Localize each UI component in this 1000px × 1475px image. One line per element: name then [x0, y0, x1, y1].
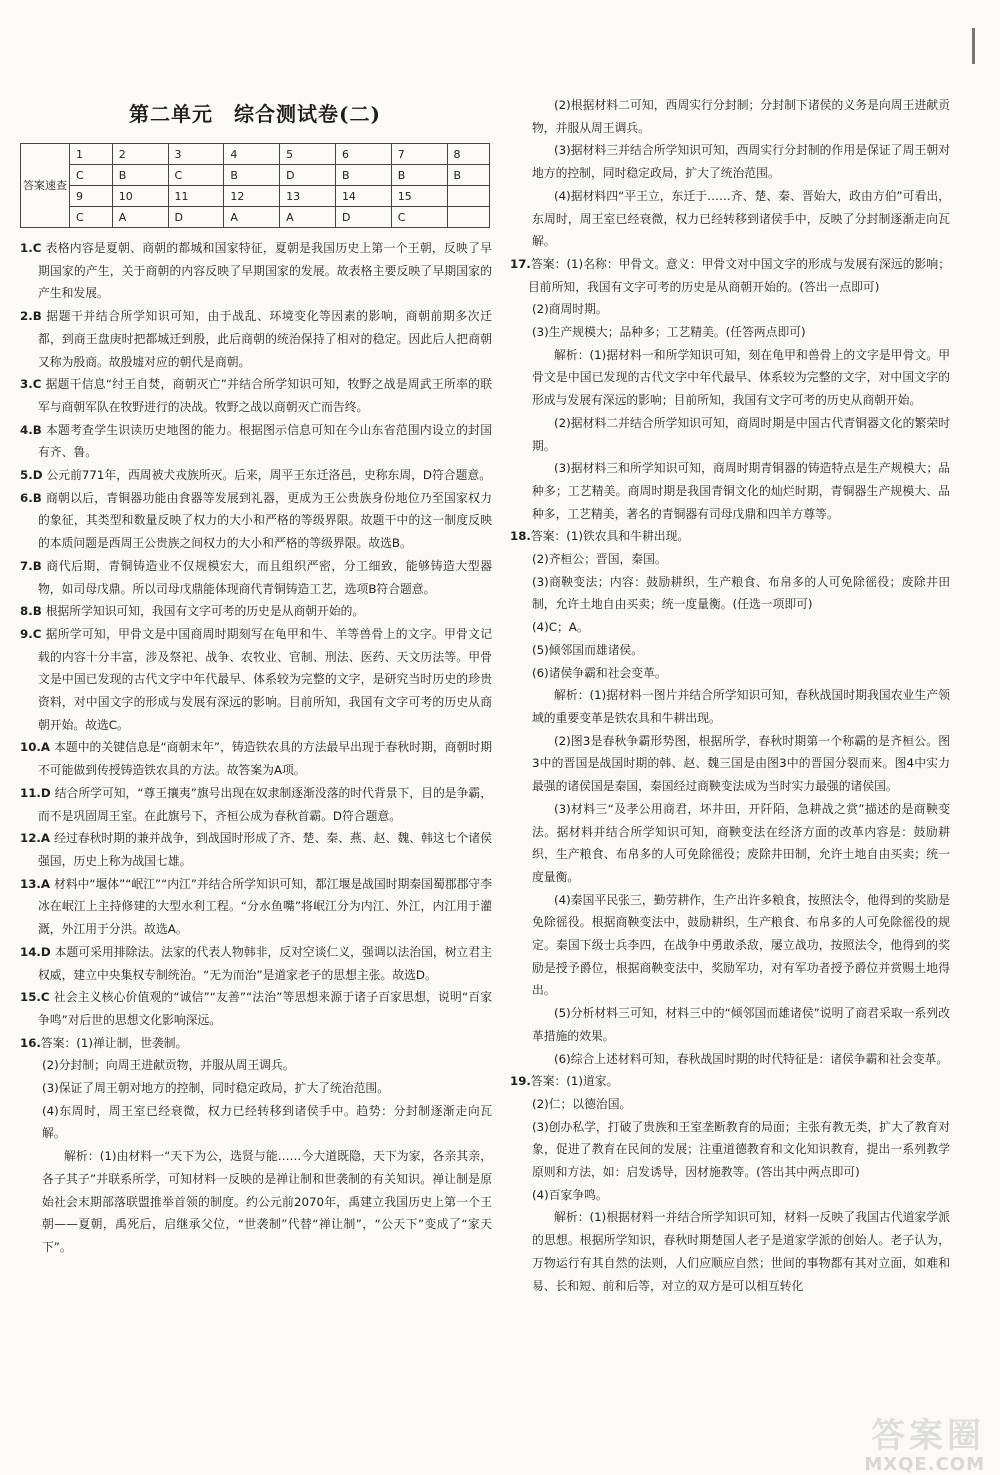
answer-text: (3)据材料三和所学知识可知，商周时期青铜器的铸造特点是生产规模大；品种多；工艺精美。商周时期是我国青铜文化的灿烂时期，青铜器生产规模大、品种多，工艺精美，著名的青铜器有司母戊鼎和四羊方尊等。: [532, 461, 950, 521]
answer-paragraph: [20, 782, 492, 827]
question-number: 6: [335, 144, 391, 165]
answer-cell: B: [391, 165, 447, 186]
answer-paragraph: [510, 457, 950, 525]
answer-text: (3)商鞅变法；内容：鼓励耕织，生产粮食、布帛多的人可免除徭役；废除井田制，允许土地自由买卖；统一度量衡。(任选一项即可): [532, 574, 950, 612]
answer-paragraph: [510, 571, 950, 616]
question-number: 14.: [20, 944, 41, 959]
answer-text: 解析：(1)据材料一图片并结合所学知识可知，春秋战国时期我国农业生产领域的重要变革是铁农具和牛耕出现。: [532, 688, 950, 725]
answer-paragraph: [510, 1184, 950, 1207]
answer-text: 答案：(1)禅让制，世袭制。: [40, 1035, 188, 1050]
answer-paragraph: [20, 1054, 492, 1077]
question-number: 9: [70, 186, 113, 207]
answer-cell: D: [335, 207, 391, 228]
answer-paragraph: [510, 662, 950, 685]
answer-paragraph: [510, 889, 950, 1003]
answer-option: D: [32, 468, 43, 483]
answer-cell: A: [224, 207, 280, 228]
answer-paragraph: [510, 639, 950, 662]
answer-paragraph: [510, 139, 950, 184]
answer-text: (4)东周时，周王室已经衰微，权力已经转移到诸侯手中。趋势：分封制逐渐走向瓦解。: [42, 1103, 492, 1141]
answer-option: C: [32, 626, 42, 641]
answer-text: 商代后期，青铜铸造业不仅规模宏大，而且组织严密，分工细致，能够铸造大型器物，如司母戊鼎。所以司母戊鼎能体现商代青铜铸造工艺，选项B符合题意。: [38, 558, 492, 596]
question-number: 10.: [20, 740, 41, 755]
table-row: [21, 186, 490, 207]
question-number: 10: [112, 186, 168, 207]
answer-paragraph: [20, 1145, 492, 1259]
answer-cell: B: [224, 165, 280, 186]
answer-cell: C: [70, 165, 113, 186]
answer-paragraph: [510, 525, 950, 548]
answer-text: (2)据材料二并结合所学知识可知，商周时期是中国古代青铜器文化的繁荣时期。: [532, 415, 950, 453]
answer-text: 材料中“堰体”“岷江”“内江”并结合所学知识可知，都江堰是战国时期秦国蜀郡郡守李冰在岷江上主持修建的大型水利工程。“分水鱼嘴”将岷江分为内江、外江，内江用于灌溉，外江用于分洪。故选A。: [38, 876, 492, 937]
question-number: [447, 186, 489, 207]
answer-paragraph: [510, 321, 950, 344]
answer-cell: D: [168, 207, 224, 228]
answer-text: (4)百家争鸣。: [532, 1187, 608, 1202]
answer-text: (3)生产规模大；品种多；工艺精美。(任答两点即可): [532, 325, 806, 340]
answer-paragraph: [510, 1093, 950, 1116]
answer-paragraph: [20, 237, 492, 305]
answer-paragraph: [510, 1206, 950, 1297]
answer-text: 据所学可知，甲骨文是中国商周时期刻写在龟甲和牛、羊等兽骨上的文字。甲骨文记载的内容十分丰富，涉及祭祀、战争、农牧业、官制、刑法、医药、天文历法等。甲骨文是中国已发现的古代文字中年代最早、体系较为完整的文字，是研究当时历史的珍贵资料，对中国文字的形成与发展有深远的影响。目前所知，我国有文字可考的历史从商朝开始。故选C。: [38, 626, 492, 732]
answer-text: (2)仁；以德治国。: [532, 1096, 632, 1111]
answer-paragraph: [510, 185, 950, 253]
question-number: 11.: [20, 785, 41, 800]
answer-cell: A: [112, 207, 168, 228]
answer-cell: B: [335, 165, 391, 186]
answer-option: A: [40, 831, 51, 846]
answer-paragraph: [510, 298, 950, 321]
answer-option: A: [40, 740, 51, 755]
answer-text: (3)材料三“及孝公用商君，坏井田，开阡陌，急耕战之赏”描述的是商鞅变法。据材料并结合所学知识可知，商鞅变法在经济方面的改革内容是：鼓励耕织，生产粮食、布帛多的人可免除徭役；废除井田制，允许土地自由买卖；统一度量衡。: [532, 801, 950, 884]
answer-text: (3)据材料三并结合所学知识可知，西周实行分封制的作用是保证了周王朝对地方的控制，同时稳定政局，扩大了统治范围。: [532, 143, 950, 181]
answer-text: (4)C；A。: [532, 620, 589, 635]
question-number: 2: [112, 144, 168, 165]
question-number: 11: [168, 186, 224, 207]
answer-cell: A: [280, 207, 336, 228]
answer-option: D: [40, 944, 51, 959]
answer-paragraph: [510, 1070, 950, 1093]
answer-paragraph: [20, 555, 492, 600]
binding-edge-mark: [972, 28, 975, 64]
answer-paragraph: [20, 873, 492, 941]
answer-text: 根据所学知识可知，我国有文字可考的历史是从商朝开始的。: [45, 604, 365, 619]
answer-paragraph: [20, 827, 492, 872]
answer-text: 答案：(1)道家。: [530, 1074, 619, 1089]
right-text-column: [510, 94, 950, 1297]
answer-paragraph: [20, 487, 492, 555]
answer-cell: D: [280, 165, 336, 186]
answer-text: 经过春秋时期的兼并战争，到战国时形成了齐、楚、秦、燕、赵、魏、韩这七个诸侯强国，历史上称为战国七雄。: [38, 831, 492, 868]
answer-text: (4)据材料四“平王立，东迁于……齐、楚、秦、晋始大，政由方伯”可看出，东周时，周王室已经衰微，权力已经转移到诸侯手中，反映了分封制逐渐走向瓦解。: [532, 188, 950, 249]
question-number: 5.: [20, 468, 33, 483]
answer-text: 本题可采用排除法。法家的代表人物韩非，反对空谈仁义，强调以法治国，树立君主权威，建立中央集权专制统治。“无为而治”是道家老子的思想主张。故选D。: [38, 944, 492, 982]
answer-text: 公元前771年，西周被犬戎族所灭。后来，周平王东迁洛邑，史称东周，D符合题意。: [46, 468, 491, 483]
answer-text: 答案：(1)名称：甲骨文。意义：甲骨文对中国文字的形成与发展有深远的影响；目前所知，我国有文字可考的历史是从商朝开始的。(答出一点即可): [528, 256, 950, 294]
answer-option: D: [40, 785, 51, 800]
answer-option: B: [32, 558, 42, 573]
table-row: [21, 165, 490, 186]
answer-option: C: [40, 990, 50, 1005]
question-number: 17.: [510, 256, 531, 271]
watermark-logo: 答案圈: [871, 1416, 985, 1456]
answer-text: 解析：(1)据材料一和所学知识可知，刻在龟甲和兽骨上的文字是甲骨文。甲骨文是中国已发现的古代文字中年代最早、体系较为完整的文字，对中国文字的形成与发展有深远的影响；目前所知，我国有文字可考的历史从商朝开始。: [532, 347, 950, 408]
question-number: 7.: [20, 558, 33, 573]
answer-paragraph: [20, 419, 492, 464]
answer-text: (2)根据材料二可知，西周实行分封制；分封制下诸侯的义务是向周王进献贡物，并服从周王调兵。: [532, 98, 950, 135]
answer-text: 表格内容是夏朝、商朝的都城和国家特征，夏朝是我国历史上第一个王朝，反映了早期国家的产生，关于商朝的内容反映了早期国家的发展。故表格主要反映了早期国家的产生和发展。: [38, 241, 492, 301]
table-row: [21, 144, 490, 165]
question-number: 3.: [20, 377, 33, 392]
question-number: 5: [280, 144, 336, 165]
answer-paragraph: [510, 94, 950, 139]
answer-paragraph: [20, 464, 492, 487]
answer-cell: [447, 207, 489, 228]
question-number: 18.: [510, 529, 531, 544]
question-number: 8.: [20, 604, 33, 619]
answer-option: B: [32, 422, 42, 437]
question-number: 4.: [20, 422, 33, 437]
left-text-column: [20, 237, 492, 1259]
answer-text: 商朝以后，青铜器功能由食器等发展到礼器，更成为王公贵族身份地位乃至国家权力的象征，其类型和数量反映了权力的大小和严格的等级界限。故题干中的这一制度反映的本质问题是西周王公贵族之间权力的大小和严格的等级界限。故选B。: [38, 490, 492, 551]
answer-paragraph: [20, 941, 492, 986]
table-row-label: 答案速查: [21, 144, 70, 228]
question-number: 4: [224, 144, 280, 165]
answer-cell: C: [168, 165, 224, 186]
answer-paragraph: [20, 623, 492, 737]
table-row: [21, 207, 490, 228]
answer-text: (4)秦国平民张三，勤劳耕作，生产出许多粮食，按照法令，他得到的奖励是免除徭役。根据商鞅变法中，鼓励耕织，生产粮食、布帛多的人可免除徭役的规定。秦国下级士兵李四，在战争中勇敢杀敌，屡立战功，按照法令，他得到的奖励是授予爵位，根据商鞅变法中，奖励军功，对有军功者授予爵位并赏赐土地得出。: [532, 892, 950, 998]
answer-option: B: [32, 604, 42, 619]
question-number: 1: [70, 144, 113, 165]
answer-paragraph: [20, 986, 492, 1031]
answer-option: B: [32, 490, 42, 505]
question-number: 8: [447, 144, 489, 165]
answer-option: A: [40, 876, 51, 891]
question-number: 12: [224, 186, 280, 207]
answer-text: 结合所学可知，“尊王攘夷”旗号出现在奴隶制逐渐没落的时代背景下，目的是争霸，而不是巩固周王室。在此旗号下，齐桓公成为春秋首霸。D符合题意。: [38, 785, 492, 823]
question-number: 2.: [20, 309, 33, 324]
question-number: 1.: [20, 241, 33, 255]
answer-text: (3)创办私学，打破了贵族和王室垄断教育的局面；主张有教无类，扩大了教育对象，促进了教育在民间的发展；注重道德教育和文化知识教育，提出一系列教学原则和方法，如：启发诱导，因材施教等。(答出其中两点即可): [532, 1119, 950, 1180]
answer-paragraph: [510, 1048, 950, 1071]
answer-paragraph: [20, 305, 492, 373]
answer-text: (3)保证了周王朝对地方的控制，同时稳定政局，扩大了统治范围。: [42, 1081, 390, 1096]
question-number: 13: [280, 186, 336, 207]
answer-cell: C: [391, 207, 447, 228]
answer-text: 本题考查学生识读历史地图的能力。根据图示信息可知在今山东省范围内设立的封国有齐、鲁。: [38, 422, 492, 460]
question-number: 12.: [20, 831, 41, 846]
answer-text: (2)图3是春秋争霸形势图，根据所学，春秋时期第一个称霸的是齐桓公。图3中的晋国是战国时期的韩、赵、魏三国是由图3中的晋国分裂而来。图4中实力最强的诸侯国是秦国，秦国经过商鞅变法成为当时实力最强的诸侯国。: [532, 733, 950, 794]
answer-quick-check-table: [20, 143, 490, 228]
answer-option: C: [32, 241, 42, 255]
answer-text: 答案：(1)铁农具和牛耕出现。: [530, 529, 690, 544]
question-number: 15.: [20, 990, 41, 1005]
answer-paragraph: [510, 1116, 950, 1184]
answer-paragraph: [510, 412, 950, 457]
answer-paragraph: [20, 600, 492, 623]
answer-text: (6)诸侯争霸和社会变革。: [532, 665, 667, 680]
page-title: 第二单元 综合测试卷(二): [129, 102, 381, 126]
answer-paragraph: [510, 1002, 950, 1047]
answer-cell: B: [447, 165, 489, 186]
answer-option: B: [32, 309, 42, 324]
answer-cell: B: [112, 165, 168, 186]
answer-option: C: [32, 377, 42, 392]
question-number: 3: [168, 144, 224, 165]
answer-paragraph: [510, 548, 950, 571]
answer-text: (2)商周时期。: [532, 302, 608, 317]
answer-text: 本题中的关键信息是“商朝末年”，铸造铁农具的方法最早出现于春秋时期，商朝时期不可能做到传授铸造铁农具的方法。故答案为A项。: [38, 740, 492, 778]
answer-paragraph: [510, 344, 950, 412]
answer-paragraph: [510, 798, 950, 889]
answer-paragraph: [20, 1100, 492, 1145]
answer-paragraph: [20, 736, 492, 781]
answer-text: (2)齐桓公；晋国，秦国。: [532, 552, 667, 567]
answer-text: (5)倾邻国而雄诸侯。: [532, 642, 644, 657]
answer-paragraph: [510, 253, 950, 298]
answer-text: 解析：(1)由材料一“天下为公，选贤与能……今大道既隐，天下为家，各亲其亲，各子其子”并联系所学，可知材料一反映的是禅让制和世袭制的有关知识。禅让制是原始社会末期部落联盟推举首领的制度。约公元前2070年，禹建立我国历史上第一个王朝——夏朝，禹死后，启继承父位，“世袭制”代替“禅让制”，“公天下”变成了“家天下”。: [42, 1149, 492, 1254]
answer-text: 社会主义核心价值观的“诚信”“友善”“法治”等思想来源于诸子百家思想，说明“百家争鸣”对后世的思想文化影响深远。: [38, 990, 492, 1027]
question-number: 9.: [20, 626, 33, 641]
answer-paragraph: [20, 1077, 492, 1100]
watermark-url: MXQE.COM: [864, 1454, 985, 1475]
answer-paragraph: [510, 616, 950, 639]
question-number: 14: [335, 186, 391, 207]
question-number: 15: [391, 186, 447, 207]
answer-text: (2)分封制；向周王进献贡物，并服从周王调兵。: [42, 1058, 295, 1073]
answer-paragraph: [20, 373, 492, 418]
question-number: 16.: [20, 1035, 41, 1050]
question-number: 13.: [20, 876, 41, 891]
answer-text: 解析：(1)根据材料一并结合所学知识可知，材料一反映了我国古代道家学派的思想。根据所学知识，春秋时期楚国人老子是道家学派的创始人。老子认为，万物运行有其自然的法则，人们应顺应自然；世间的事物都有其对立面，如难和易、长和短、前和后等，对立的双方是可以相互转化: [532, 1210, 950, 1293]
answer-paragraph: [510, 730, 950, 798]
answer-text: 据题干信息“纣王自焚，商朝灭亡”并结合所学知识可知，牧野之战是周武王所率的联军与商朝军队在牧野进行的决战。牧野之战以商朝灭亡而告终。: [38, 377, 492, 414]
watermark: [735, 1418, 985, 1475]
question-number: 6.: [20, 490, 33, 505]
question-number: 19.: [510, 1074, 531, 1089]
answer-text: (5)分析材料三可知，材料三中的“倾邻国而雄诸侯”说明了商君采取一系列改革措施的效果。: [532, 1006, 950, 1043]
answer-text: (6)综合上述材料可知，春秋战国时期的时代特征是：诸侯争霸和社会变革。: [554, 1051, 949, 1066]
answer-cell: C: [70, 207, 113, 228]
question-number: 7: [391, 144, 447, 165]
answer-text: 据题干并结合所学知识可知，由于战乱、环境变化等因素的影响，商朝前期多次迁都，到商王盘庚时把都城迁到殷，此后商朝的统治保持了相对的稳定。因此后人把商朝又称为殷商。故殷墟对应的朝代是商朝。: [38, 309, 492, 369]
answer-paragraph: [20, 1032, 492, 1055]
answer-paragraph: [510, 684, 950, 729]
